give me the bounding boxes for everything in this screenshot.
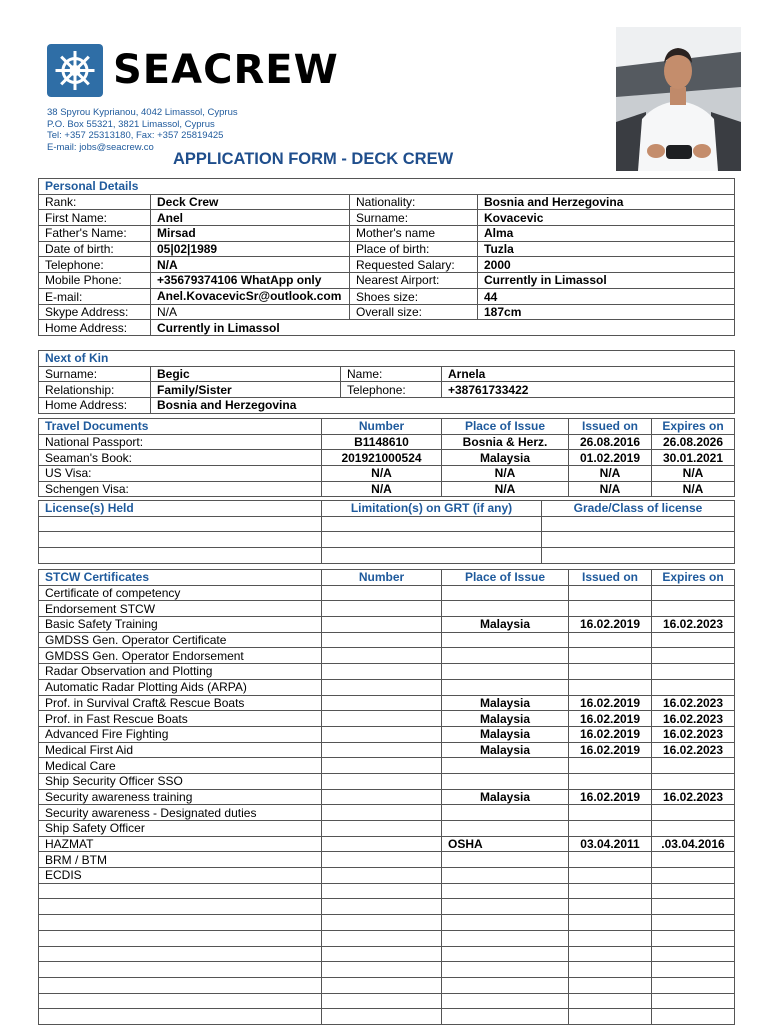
empty-cell — [322, 1009, 442, 1025]
empty-cell — [322, 915, 442, 931]
certificate-issued: 16.02.2019 — [569, 742, 652, 758]
certificate-place: OSHA — [442, 836, 569, 852]
field-label: Shoes size: — [350, 288, 478, 304]
certificate-place: Malaysia — [442, 742, 569, 758]
empty-cell — [542, 548, 735, 564]
empty-cell — [652, 946, 735, 962]
field-label: Mobile Phone: — [39, 273, 151, 289]
empty-cell — [652, 915, 735, 931]
table-row — [39, 1009, 735, 1025]
document-expires: N/A — [652, 481, 735, 497]
certificate-number — [322, 758, 442, 774]
email-value: Anel.KovacevicSr@outlook.com — [151, 288, 350, 304]
column-header: License(s) Held — [39, 501, 322, 517]
certificate-name: GMDSS Gen. Operator Certificate — [39, 632, 322, 648]
empty-cell — [442, 899, 569, 915]
table-row — [39, 711, 735, 727]
certificate-number — [322, 742, 442, 758]
certificate-issued: 16.02.2019 — [569, 789, 652, 805]
empty-cell — [442, 946, 569, 962]
certificate-number — [322, 695, 442, 711]
empty-cell — [322, 883, 442, 899]
table-row — [39, 304, 735, 320]
field-value: Anel — [151, 210, 350, 226]
table-row — [39, 805, 735, 821]
document-place: N/A — [442, 466, 569, 482]
empty-cell — [39, 962, 322, 978]
field-value: N/A — [151, 257, 350, 273]
empty-cell — [442, 883, 569, 899]
certificate-expires — [652, 868, 735, 884]
document-number: 201921000524 — [322, 450, 442, 466]
address-line: 38 Spyrou Kyprianou, 4042 Limassol, Cyprus — [47, 107, 238, 118]
field-label: Date of birth: — [39, 241, 151, 257]
empty-cell — [569, 930, 652, 946]
field-value: Deck Crew — [151, 194, 350, 210]
field-label: Surname: — [39, 366, 151, 382]
certificate-name: Advanced Fire Fighting — [39, 726, 322, 742]
document-issued: N/A — [569, 466, 652, 482]
certificate-name: Prof. in Fast Rescue Boats — [39, 711, 322, 727]
certificate-name: Security awareness training — [39, 789, 322, 805]
table-row — [39, 821, 735, 837]
empty-cell — [569, 915, 652, 931]
empty-cell — [442, 930, 569, 946]
certificate-expires: 16.02.2023 — [652, 711, 735, 727]
empty-cell — [442, 915, 569, 931]
certificate-issued — [569, 868, 652, 884]
certificate-expires — [652, 601, 735, 617]
table-row — [39, 532, 735, 548]
empty-cell — [39, 548, 322, 564]
certificate-expires — [652, 648, 735, 664]
table-row — [39, 915, 735, 931]
document-expires: N/A — [652, 466, 735, 482]
table-row — [39, 601, 735, 617]
certificate-issued — [569, 632, 652, 648]
certificate-number — [322, 617, 442, 633]
column-header: Travel Documents — [39, 419, 322, 435]
certificate-issued — [569, 773, 652, 789]
certificate-place — [442, 664, 569, 680]
table-row — [39, 852, 735, 868]
certificate-issued: 16.02.2019 — [569, 617, 652, 633]
document-place: Bosnia & Herz. — [442, 434, 569, 450]
empty-cell — [652, 883, 735, 899]
certificate-place — [442, 852, 569, 868]
company-address — [47, 107, 238, 153]
certificate-expires — [652, 852, 735, 868]
form-title: APPLICATION FORM - DECK CREW — [173, 150, 454, 168]
certificate-number — [322, 852, 442, 868]
empty-cell — [652, 930, 735, 946]
table-row — [39, 742, 735, 758]
certificate-number — [322, 585, 442, 601]
certificate-place — [442, 632, 569, 648]
certificate-number — [322, 726, 442, 742]
certificate-expires — [652, 805, 735, 821]
column-header: Expires on — [652, 419, 735, 435]
certificate-place — [442, 868, 569, 884]
certificate-name: Endorsement STCW — [39, 601, 322, 617]
certificate-name: Automatic Radar Plotting Aids (ARPA) — [39, 679, 322, 695]
empty-cell — [39, 532, 322, 548]
table-row — [39, 930, 735, 946]
field-value: 05|02|1989 — [151, 241, 350, 257]
certificate-number — [322, 632, 442, 648]
empty-cell — [322, 993, 442, 1009]
field-value: Mirsad — [151, 226, 350, 242]
field-label: Father's Name: — [39, 226, 151, 242]
personal-details-heading: Personal Details — [39, 179, 735, 195]
certificate-place — [442, 773, 569, 789]
field-label: Skype Address: — [39, 304, 151, 320]
certificate-name: ECDIS — [39, 868, 322, 884]
certificate-issued — [569, 758, 652, 774]
certificate-issued — [569, 679, 652, 695]
field-label: Rank: — [39, 194, 151, 210]
document-issued: 26.08.2016 — [569, 434, 652, 450]
table-row — [39, 548, 735, 564]
empty-cell — [39, 516, 322, 532]
certificate-issued — [569, 585, 652, 601]
certificate-place: Malaysia — [442, 617, 569, 633]
table-row — [39, 481, 735, 497]
field-value: Currently in Limassol — [151, 320, 735, 336]
table-row — [39, 516, 735, 532]
certificate-expires — [652, 632, 735, 648]
table-row — [39, 450, 735, 466]
certificate-number — [322, 789, 442, 805]
field-label: Name: — [341, 366, 442, 382]
empty-cell — [39, 977, 322, 993]
certificate-number — [322, 648, 442, 664]
empty-cell — [652, 1009, 735, 1025]
certificate-name: Ship Safety Officer — [39, 821, 322, 837]
certificate-issued — [569, 601, 652, 617]
field-value: +38761733422 — [442, 382, 735, 398]
empty-cell — [569, 993, 652, 1009]
document-place: N/A — [442, 481, 569, 497]
table-row — [39, 194, 735, 210]
table-row — [39, 585, 735, 601]
certificate-number — [322, 601, 442, 617]
certificate-name: Ship Security Officer SSO — [39, 773, 322, 789]
next-of-kin-heading: Next of Kin — [39, 351, 735, 367]
certificate-place: Malaysia — [442, 789, 569, 805]
empty-cell — [39, 1009, 322, 1025]
address-line: P.O. Box 55321, 3821 Limassol, Cyprus — [47, 118, 215, 130]
empty-cell — [39, 930, 322, 946]
empty-cell — [39, 899, 322, 915]
certificate-number — [322, 679, 442, 695]
certificate-name: HAZMAT — [39, 836, 322, 852]
certificate-place — [442, 585, 569, 601]
certificate-place — [442, 648, 569, 664]
empty-cell — [652, 962, 735, 978]
brand-name: SEACREW — [113, 47, 339, 93]
empty-cell — [39, 993, 322, 1009]
address-line: E-mail: jobs@seacrew.co — [47, 141, 154, 153]
certificate-issued — [569, 805, 652, 821]
table-row — [39, 836, 735, 852]
certificate-expires: 16.02.2023 — [652, 726, 735, 742]
certificate-expires: .03.04.2016 — [652, 836, 735, 852]
document-issued: N/A — [569, 481, 652, 497]
certificate-number — [322, 773, 442, 789]
table-header-row — [39, 570, 735, 586]
licenses-table — [38, 500, 735, 564]
stcw-certificates-table — [38, 569, 735, 1025]
field-label: First Name: — [39, 210, 151, 226]
column-header: Number — [322, 570, 442, 586]
empty-cell — [322, 930, 442, 946]
certificate-issued: 03.04.2011 — [569, 836, 652, 852]
certificate-expires — [652, 821, 735, 837]
field-label: Surname: — [350, 210, 478, 226]
document-name: US Visa: — [39, 466, 322, 482]
certificate-name: Security awareness - Designated duties — [39, 805, 322, 821]
certificate-place — [442, 758, 569, 774]
document-name: Schengen Visa: — [39, 481, 322, 497]
empty-cell — [569, 962, 652, 978]
certificate-expires — [652, 758, 735, 774]
certificate-place — [442, 821, 569, 837]
field-label: Requested Salary: — [350, 257, 478, 273]
table-row — [39, 226, 735, 242]
empty-cell — [652, 993, 735, 1009]
column-header: STCW Certificates — [39, 570, 322, 586]
empty-cell — [542, 516, 735, 532]
column-header: Limitation(s) on GRT (if any) — [322, 501, 542, 517]
table-row — [39, 679, 735, 695]
document-issued: 01.02.2019 — [569, 450, 652, 466]
certificate-issued — [569, 648, 652, 664]
column-header: Number — [322, 419, 442, 435]
certificate-issued — [569, 664, 652, 680]
empty-cell — [542, 532, 735, 548]
certificate-issued — [569, 852, 652, 868]
table-row — [39, 962, 735, 978]
certificate-name: Radar Observation and Plotting — [39, 664, 322, 680]
document-place: Malaysia — [442, 450, 569, 466]
certificate-place: Malaysia — [442, 726, 569, 742]
table-row — [39, 977, 735, 993]
address-line: Tel: +357 25313180, Fax: +357 25819425 — [47, 130, 224, 141]
certificate-name: Prof. in Survival Craft& Rescue Boats — [39, 695, 322, 711]
certificate-number — [322, 868, 442, 884]
table-row — [39, 899, 735, 915]
table-row — [39, 664, 735, 680]
certificate-number — [322, 711, 442, 727]
empty-cell — [569, 977, 652, 993]
field-value: 2000 — [478, 257, 735, 273]
certificate-name: Basic Safety Training — [39, 617, 322, 633]
field-label: Overall size: — [350, 304, 478, 320]
table-row — [39, 382, 735, 398]
field-value: Bosnia and Herzegovina — [151, 398, 735, 414]
certificate-issued: 16.02.2019 — [569, 711, 652, 727]
empty-cell — [39, 883, 322, 899]
certificate-expires — [652, 773, 735, 789]
document-number: B1148610 — [322, 434, 442, 450]
table-row — [39, 632, 735, 648]
certificate-expires: 16.02.2023 — [652, 695, 735, 711]
certificate-place — [442, 679, 569, 695]
table-row — [39, 789, 735, 805]
certificate-issued: 16.02.2019 — [569, 726, 652, 742]
field-value: Kovacevic — [478, 210, 735, 226]
certificate-number — [322, 805, 442, 821]
column-header: Expires on — [652, 570, 735, 586]
table-row — [39, 946, 735, 962]
field-value: Arnela — [442, 366, 735, 382]
field-value: Tuzla — [478, 241, 735, 257]
table-row — [39, 466, 735, 482]
field-label: Home Address: — [39, 320, 151, 336]
certificate-expires — [652, 664, 735, 680]
document-number: N/A — [322, 481, 442, 497]
field-value: Begic — [151, 366, 341, 382]
certificate-place: Malaysia — [442, 695, 569, 711]
empty-cell — [39, 915, 322, 931]
table-row — [39, 993, 735, 1009]
column-header: Place of Issue — [442, 570, 569, 586]
empty-cell — [322, 548, 542, 564]
table-row — [39, 273, 735, 289]
empty-cell — [569, 899, 652, 915]
table-row — [39, 758, 735, 774]
table-row — [39, 617, 735, 633]
empty-cell — [652, 899, 735, 915]
empty-cell — [322, 899, 442, 915]
field-label: Relationship: — [39, 382, 151, 398]
table-row — [39, 883, 735, 899]
field-label: Nearest Airport: — [350, 273, 478, 289]
empty-cell — [442, 977, 569, 993]
column-header: Issued on — [569, 419, 652, 435]
field-value: Bosnia and Herzegovina — [478, 194, 735, 210]
field-value: 44 — [478, 288, 735, 304]
certificate-place: Malaysia — [442, 711, 569, 727]
empty-cell — [442, 993, 569, 1009]
empty-cell — [322, 516, 542, 532]
table-row — [39, 288, 735, 304]
certificate-issued — [569, 821, 652, 837]
field-label: Place of birth: — [350, 241, 478, 257]
field-label: E-mail: — [39, 288, 151, 304]
table-row — [39, 773, 735, 789]
empty-cell — [322, 532, 542, 548]
certificate-number — [322, 836, 442, 852]
personal-details-table — [38, 178, 735, 336]
empty-cell — [569, 1009, 652, 1025]
table-row — [39, 398, 735, 414]
document-expires: 30.01.2021 — [652, 450, 735, 466]
certificate-expires — [652, 679, 735, 695]
certificate-issued: 16.02.2019 — [569, 695, 652, 711]
table-row — [39, 257, 735, 273]
field-value: Family/Sister — [151, 382, 341, 398]
certificate-place — [442, 601, 569, 617]
column-header: Grade/Class of license — [542, 501, 735, 517]
empty-cell — [39, 946, 322, 962]
field-label: Telephone: — [39, 257, 151, 273]
certificate-expires: 16.02.2023 — [652, 617, 735, 633]
certificate-number — [322, 664, 442, 680]
table-row — [39, 210, 735, 226]
field-label: Mother's name — [350, 226, 478, 242]
table-row — [39, 241, 735, 257]
certificate-name: Certificate of competency — [39, 585, 322, 601]
table-row — [39, 868, 735, 884]
field-label: Nationality: — [350, 194, 478, 210]
table-header-row — [39, 501, 735, 517]
field-label: Home Address: — [39, 398, 151, 414]
column-header: Issued on — [569, 570, 652, 586]
certificate-name: GMDSS Gen. Operator Endorsement — [39, 648, 322, 664]
field-value: 187cm — [478, 304, 735, 320]
field-value: +35679374106 WhatApp only — [151, 273, 350, 289]
field-label: Telephone: — [341, 382, 442, 398]
field-value: N/A — [151, 304, 350, 320]
certificate-name: Medical First Aid — [39, 742, 322, 758]
certificate-number — [322, 821, 442, 837]
empty-cell — [442, 1009, 569, 1025]
next-of-kin-table — [38, 350, 735, 414]
table-row — [39, 726, 735, 742]
table-row — [39, 434, 735, 450]
table-row — [39, 648, 735, 664]
seacrew-logo-icon — [47, 44, 103, 97]
field-value: Currently in Limassol — [478, 273, 735, 289]
table-row — [39, 366, 735, 382]
field-value: Alma — [478, 226, 735, 242]
empty-cell — [442, 962, 569, 978]
empty-cell — [322, 977, 442, 993]
empty-cell — [322, 946, 442, 962]
certificate-expires: 16.02.2023 — [652, 742, 735, 758]
certificate-expires — [652, 585, 735, 601]
empty-cell — [569, 946, 652, 962]
document-number: N/A — [322, 466, 442, 482]
table-row — [39, 695, 735, 711]
certificate-expires: 16.02.2023 — [652, 789, 735, 805]
table-row — [39, 320, 735, 336]
document-name: National Passport: — [39, 434, 322, 450]
certificate-name: Medical Care — [39, 758, 322, 774]
certificate-name: BRM / BTM — [39, 852, 322, 868]
applicant-photo — [616, 27, 741, 171]
document-name: Seaman's Book: — [39, 450, 322, 466]
certificate-place — [442, 805, 569, 821]
empty-cell — [322, 962, 442, 978]
column-header: Place of Issue — [442, 419, 569, 435]
document-expires: 26.08.2026 — [652, 434, 735, 450]
empty-cell — [652, 977, 735, 993]
empty-cell — [569, 883, 652, 899]
travel-documents-table — [38, 418, 735, 497]
table-header-row — [39, 419, 735, 435]
